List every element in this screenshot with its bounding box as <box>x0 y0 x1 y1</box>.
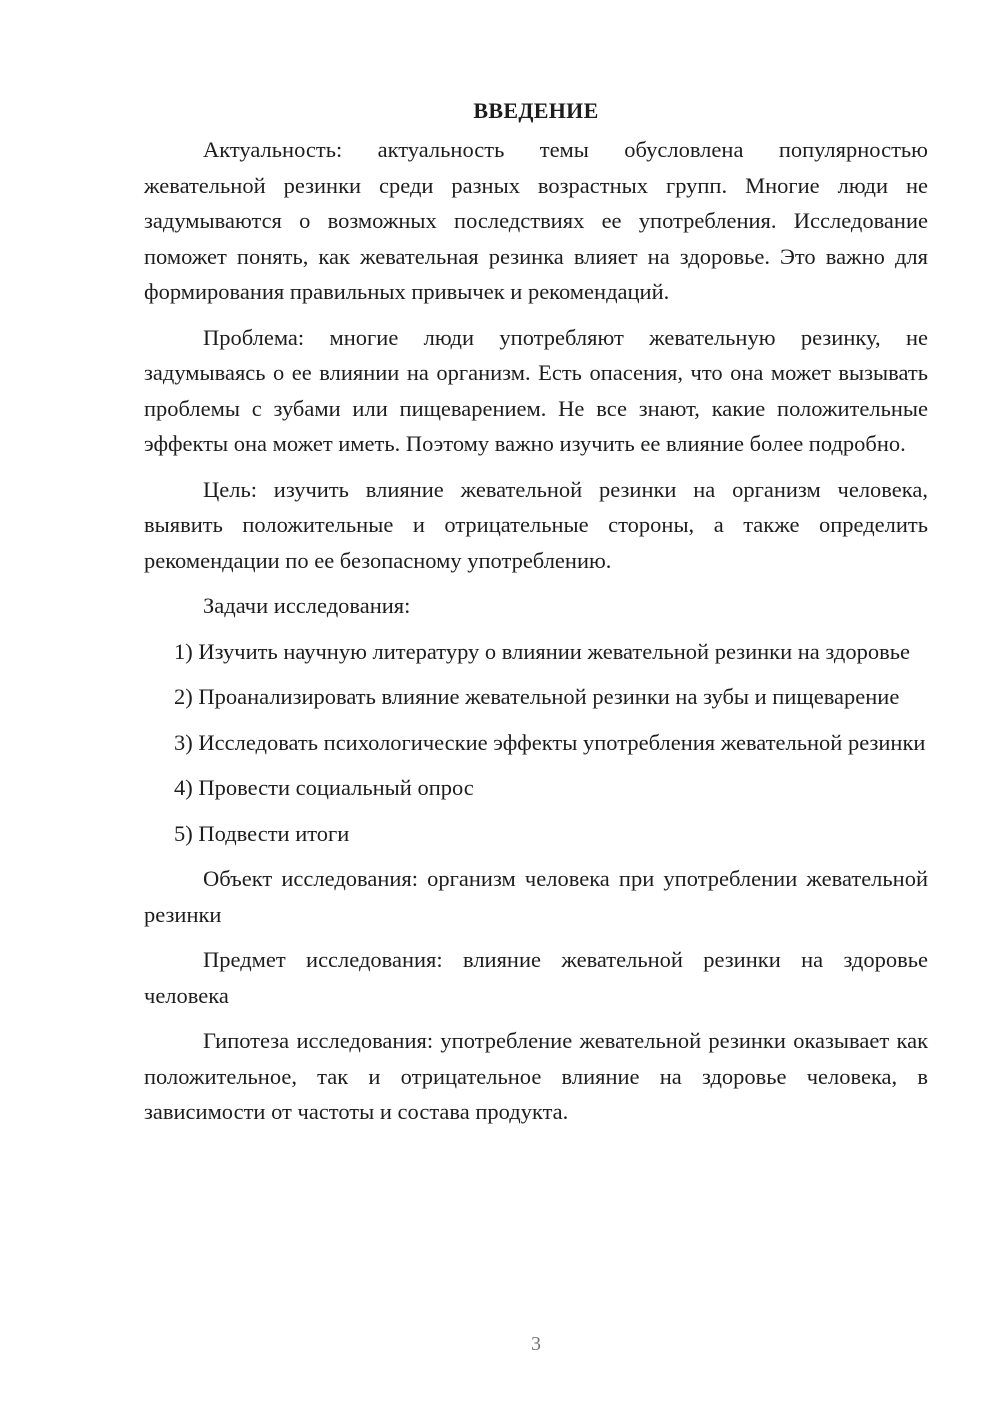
relevance-paragraph: Актуальность: актуальность темы обусловлена популярностью жевательной резинки среди разных возрастных групп. Многие люди не задумываются о возможных последствиях ее употребления. Исследование поможет понять, как жевательная резинка влияет на здоровье. Это важно для формирования правильных привычек и рекомендаций. <box>144 137 928 304</box>
page-number: 3 <box>531 1333 541 1355</box>
task-item-1: 1) Изучить научную литературу о влиянии жевательной резинки на здоровье <box>174 638 910 664</box>
task-item-5: 5) Подвести итоги <box>174 820 350 846</box>
research-subject-paragraph: Предмет исследования: влияние жевательной резинки на здоровье человека <box>144 947 928 1008</box>
task-item-3: 3) Исследовать психологические эффекты употребления жевательной резинки <box>174 729 926 755</box>
task-item-4: 4) Провести социальный опрос <box>174 775 474 800</box>
task-item-2: 2) Проанализировать влияние жевательной резинки на зубы и пищеварение <box>174 684 900 709</box>
research-object-paragraph: Объект исследования: организм человека при употреблении жевательной резинки <box>144 866 928 927</box>
document-page <box>144 96 928 1140</box>
page-title: ВВЕДЕНИЕ <box>473 98 599 123</box>
problem-paragraph: Проблема: многие люди употребляют жевательную резинку, не задумываясь о ее влиянии на организм. Есть опасения, что она может вызывать проблемы с зубами или пищеварением. Не все знают, какие положительные эффекты она может иметь. Поэтому важно изучить ее влияние более подробно. <box>144 324 928 456</box>
hypothesis-paragraph: Гипотеза исследования: употребление жевательной резинки оказывает как положительное, так и отрицательное влияние на здоровье человека, в зависимости от частоты и состава продукта. <box>144 1028 928 1124</box>
goal-paragraph: Цель: изучить влияние жевательной резинки на организм человека, выявить положительные и отрицательные стороны, а также определить рекомендации по ее безопасному употреблению. <box>144 476 928 573</box>
tasks-heading: Задачи исследования: <box>203 593 411 618</box>
